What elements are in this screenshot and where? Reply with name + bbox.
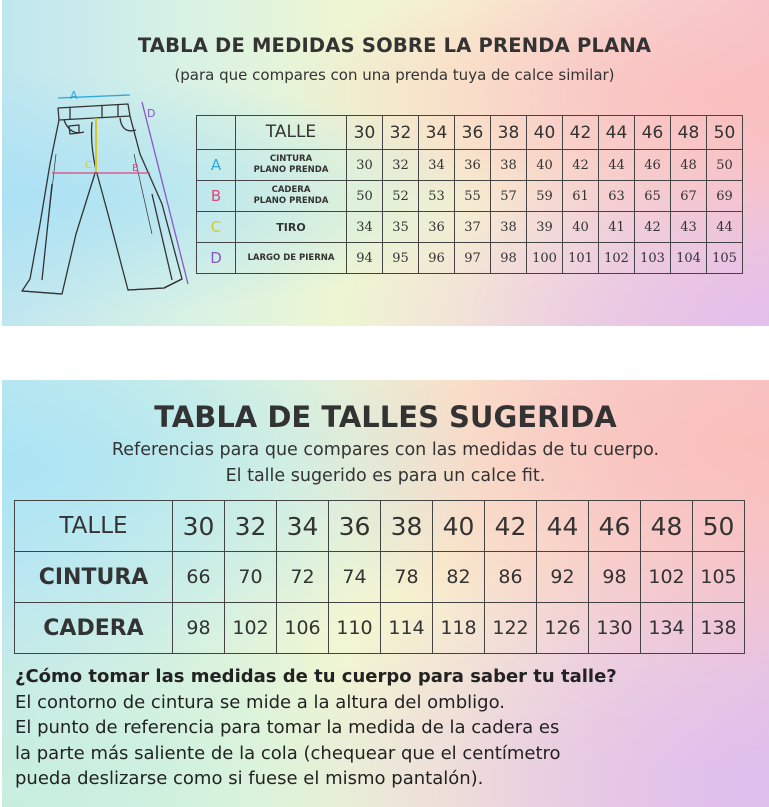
row-label: CADERA <box>15 603 173 654</box>
value-cell: 105 <box>707 243 743 274</box>
value-cell: 46 <box>635 150 671 181</box>
value-cell: 53 <box>419 181 455 212</box>
flat-measurement-panel <box>2 0 769 326</box>
row-letter-d: D <box>197 243 236 274</box>
value-cell: 102 <box>225 603 277 654</box>
row-label: LARGO DE PIERNA <box>236 243 347 274</box>
suggested-size-table <box>14 500 745 654</box>
value-cell: 106 <box>277 603 329 654</box>
how-to-measure-line: El punto de referencia para tomar la medida de la cadera es <box>15 717 560 738</box>
size-cell: 46 <box>589 501 641 552</box>
row-letter-a: A <box>197 150 236 181</box>
row-label: TIRO <box>236 212 347 243</box>
size-cell: 34 <box>419 116 455 150</box>
value-cell: 67 <box>671 181 707 212</box>
value-cell: 74 <box>329 552 381 603</box>
corner-cell <box>197 116 236 150</box>
value-cell: 63 <box>599 181 635 212</box>
size-cell: 30 <box>173 501 225 552</box>
value-cell: 103 <box>635 243 671 274</box>
value-cell: 104 <box>671 243 707 274</box>
size-cell: 46 <box>635 116 671 150</box>
table-row <box>15 552 745 603</box>
value-cell: 105 <box>693 552 745 603</box>
value-cell: 97 <box>455 243 491 274</box>
value-cell: 65 <box>635 181 671 212</box>
value-cell: 35 <box>383 212 419 243</box>
value-cell: 44 <box>707 212 743 243</box>
value-cell: 50 <box>347 181 383 212</box>
size-cell: 50 <box>693 501 745 552</box>
value-cell: 52 <box>383 181 419 212</box>
value-cell: 102 <box>641 552 693 603</box>
value-cell: 70 <box>225 552 277 603</box>
diagram-letter-a: A <box>70 89 78 102</box>
table-row <box>197 150 743 181</box>
size-cell: 40 <box>433 501 485 552</box>
value-cell: 40 <box>563 212 599 243</box>
value-cell: 42 <box>635 212 671 243</box>
suggested-size-panel <box>2 380 769 807</box>
how-to-measure-section <box>15 664 760 792</box>
value-cell: 66 <box>173 552 225 603</box>
size-cell: 42 <box>563 116 599 150</box>
value-cell: 98 <box>173 603 225 654</box>
size-cell: 48 <box>671 116 707 150</box>
value-cell: 37 <box>455 212 491 243</box>
value-cell: 30 <box>347 150 383 181</box>
suggested-size-subtitle-1: Referencias para que compares con las medidas de tu cuerpo. <box>111 440 660 460</box>
value-cell: 72 <box>277 552 329 603</box>
size-cell: 44 <box>537 501 589 552</box>
value-cell: 36 <box>455 150 491 181</box>
value-cell: 36 <box>419 212 455 243</box>
value-cell: 78 <box>381 552 433 603</box>
value-cell: 94 <box>347 243 383 274</box>
size-cell: 30 <box>347 116 383 150</box>
value-cell: 101 <box>563 243 599 274</box>
flat-measurement-subtitle: (para que compares con una prenda tuya de calce similar) <box>174 66 615 84</box>
diagram-letter-b: B <box>132 163 139 174</box>
value-cell: 50 <box>707 150 743 181</box>
value-cell: 34 <box>347 212 383 243</box>
size-cell: 32 <box>383 116 419 150</box>
how-to-measure-question: ¿Cómo tomar las medidas de tu cuerpo para saber tu talle? <box>15 666 617 687</box>
value-cell: 38 <box>491 212 527 243</box>
size-cell: 36 <box>329 501 381 552</box>
header-label: TALLE <box>15 501 173 552</box>
value-cell: 59 <box>527 181 563 212</box>
row-letter-c: C <box>197 212 236 243</box>
flat-measurement-title: TABLA DE MEDIDAS SOBRE LA PRENDA PLANA <box>137 34 652 57</box>
diagram-letter-c: C <box>85 160 92 171</box>
size-cell: 34 <box>277 501 329 552</box>
table-row <box>197 181 743 212</box>
value-cell: 98 <box>589 552 641 603</box>
value-cell: 48 <box>671 150 707 181</box>
value-cell: 92 <box>537 552 589 603</box>
value-cell: 102 <box>599 243 635 274</box>
value-cell: 138 <box>693 603 745 654</box>
flat-measurement-table <box>196 115 743 274</box>
row-label: CINTURA PLANO PRENDA <box>236 150 347 181</box>
pants-diagram <box>12 84 192 314</box>
value-cell: 122 <box>485 603 537 654</box>
table-row <box>15 603 745 654</box>
table-row <box>197 243 743 274</box>
size-cell: 38 <box>381 501 433 552</box>
value-cell: 134 <box>641 603 693 654</box>
value-cell: 110 <box>329 603 381 654</box>
value-cell: 82 <box>433 552 485 603</box>
row-letter-b: B <box>197 181 236 212</box>
size-cell: 44 <box>599 116 635 150</box>
value-cell: 41 <box>599 212 635 243</box>
value-cell: 32 <box>383 150 419 181</box>
value-cell: 100 <box>527 243 563 274</box>
value-cell: 57 <box>491 181 527 212</box>
size-cell: 40 <box>527 116 563 150</box>
table-header-row <box>197 116 743 150</box>
how-to-measure-line: pueda deslizarse como si fuese el mismo pantalón). <box>15 768 484 789</box>
suggested-size-title: TABLA DE TALLES SUGERIDA <box>154 400 617 434</box>
value-cell: 55 <box>455 181 491 212</box>
value-cell: 118 <box>433 603 485 654</box>
how-to-measure-line: la parte más saliente de la cola (chequear que el centímetro <box>15 742 561 764</box>
size-cell: 36 <box>455 116 491 150</box>
size-cell: 42 <box>485 501 537 552</box>
value-cell: 86 <box>485 552 537 603</box>
table-header-row <box>15 501 745 552</box>
value-cell: 114 <box>381 603 433 654</box>
size-cell: 38 <box>491 116 527 150</box>
value-cell: 40 <box>527 150 563 181</box>
value-cell: 43 <box>671 212 707 243</box>
value-cell: 34 <box>419 150 455 181</box>
size-cell: 48 <box>641 501 693 552</box>
diagram-letter-d: D <box>147 107 156 120</box>
header-label: TALLE <box>236 116 347 150</box>
value-cell: 96 <box>419 243 455 274</box>
row-label: CINTURA <box>15 552 173 603</box>
value-cell: 61 <box>563 181 599 212</box>
value-cell: 44 <box>599 150 635 181</box>
value-cell: 39 <box>527 212 563 243</box>
value-cell: 38 <box>491 150 527 181</box>
row-label: CADERA PLANO PRENDA <box>236 181 347 212</box>
value-cell: 98 <box>491 243 527 274</box>
suggested-size-subtitle-2: El talle sugerido es para un calce fit. <box>225 466 546 486</box>
value-cell: 42 <box>563 150 599 181</box>
value-cell: 130 <box>589 603 641 654</box>
size-cell: 50 <box>707 116 743 150</box>
how-to-measure-line: El contorno de cintura se mide a la altura del ombligo. <box>15 691 505 713</box>
table-row <box>197 212 743 243</box>
value-cell: 69 <box>707 181 743 212</box>
size-cell: 32 <box>225 501 277 552</box>
value-cell: 95 <box>383 243 419 274</box>
value-cell: 126 <box>537 603 589 654</box>
